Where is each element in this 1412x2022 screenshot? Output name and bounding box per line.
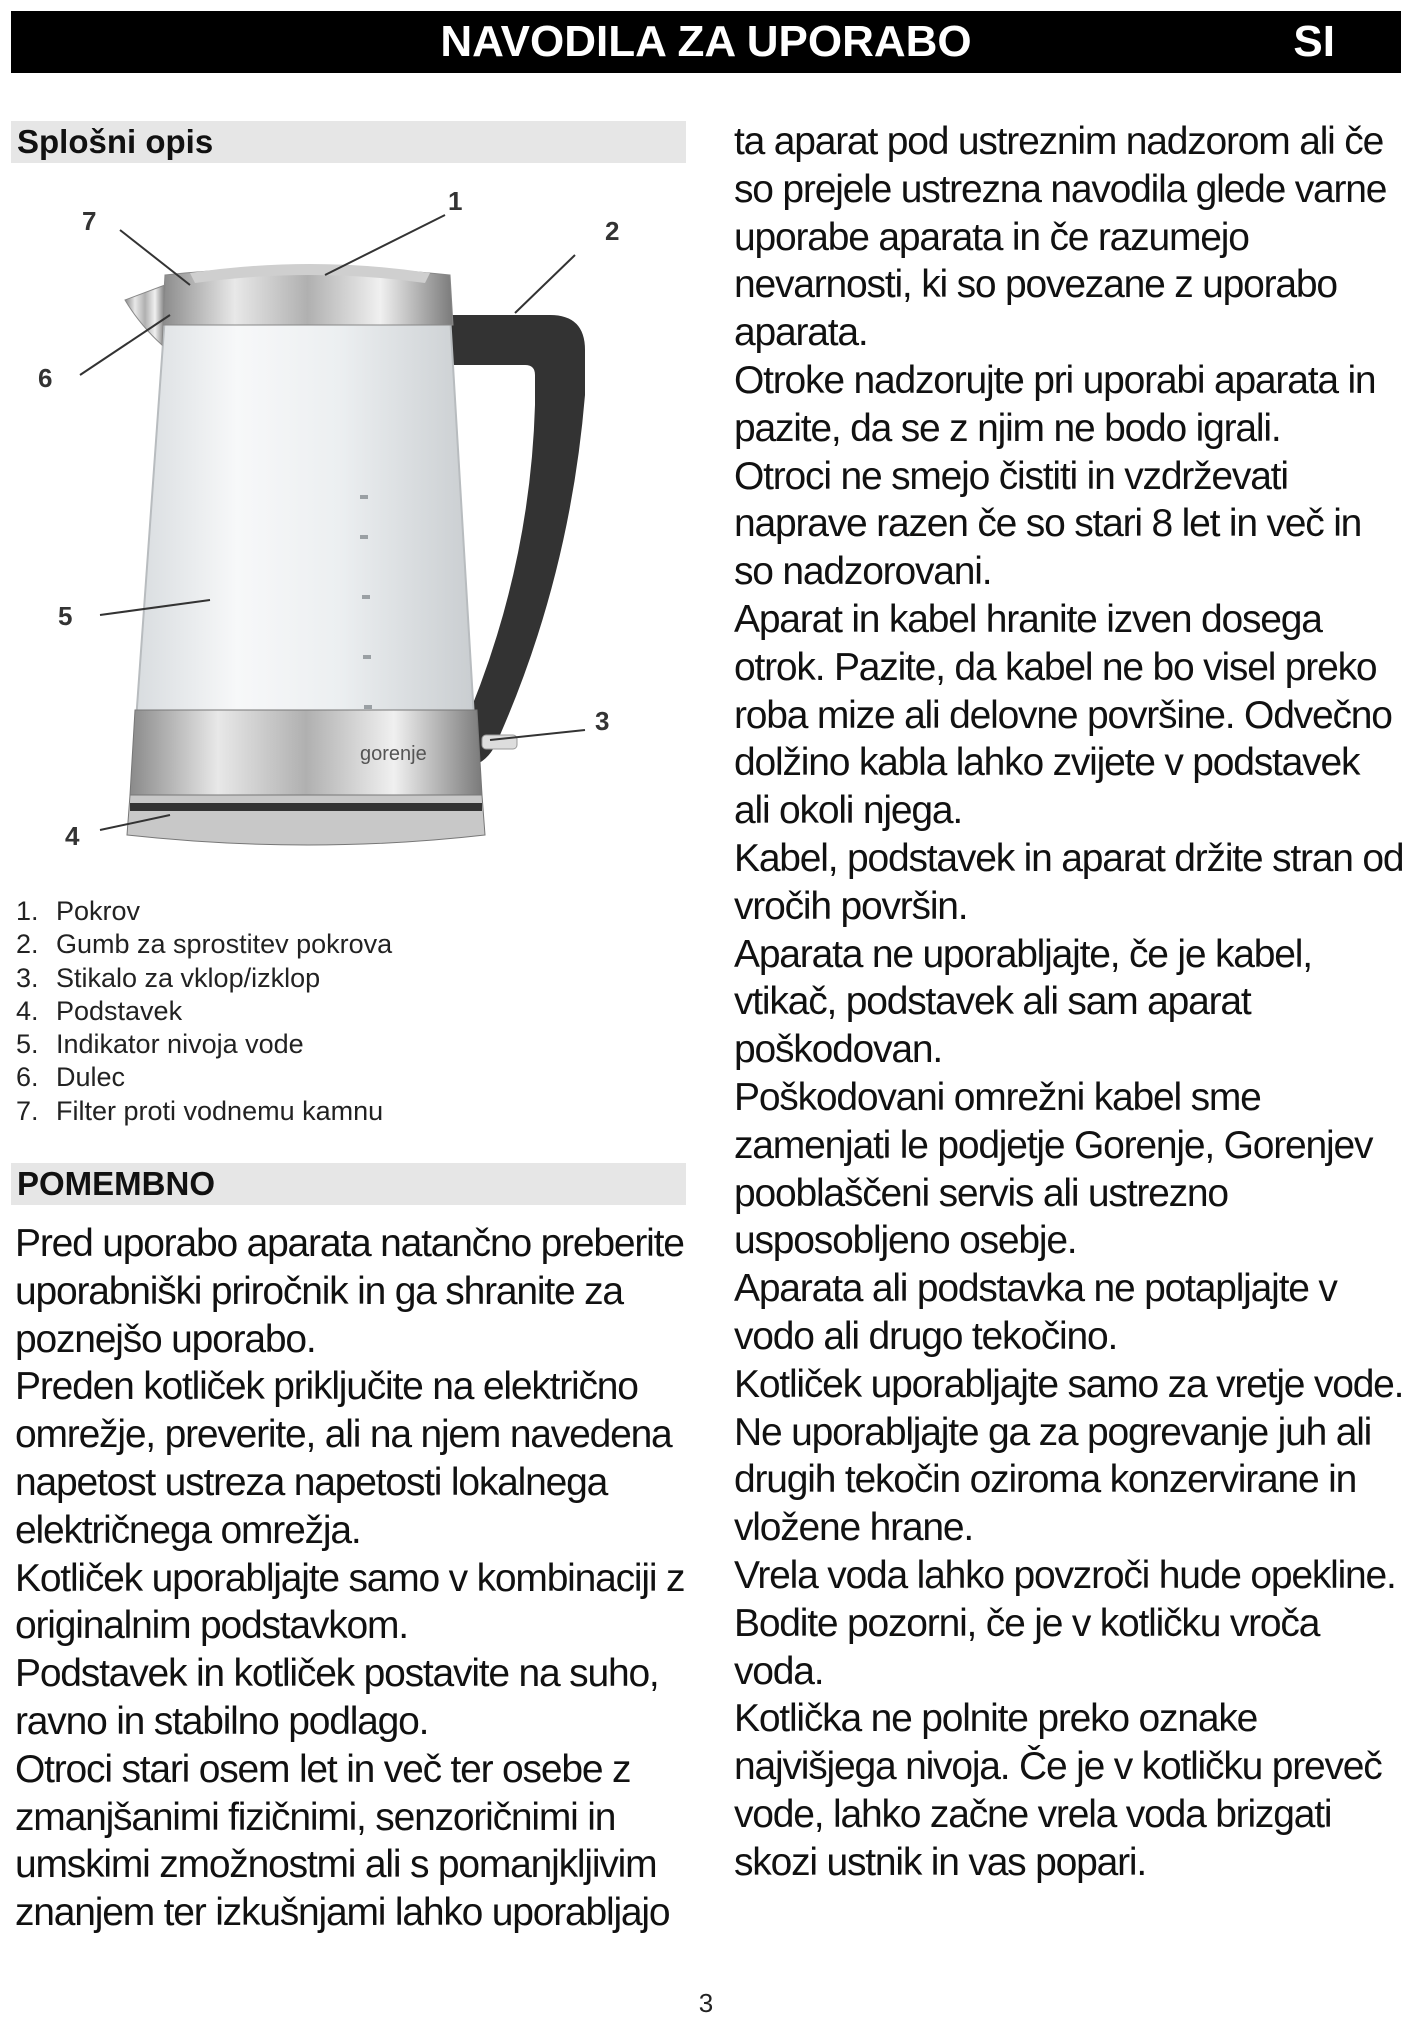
paragraph: Kabel, podstavek in aparat držite stran od vročih površin. [734,836,1404,928]
callout-5: 5 [58,601,73,631]
callout-2: 2 [605,216,620,246]
callout-7: 7 [82,206,97,236]
paragraph: Preden kotliček priključite na električno omrežje, preverite, ali na njem navedena napetost ustreza napetosti lokalnega električnega omrežja. [15,1365,672,1552]
page-header [11,11,1401,73]
paragraph: Otroci ne smejo čistiti in vzdrževati naprave razen če so stari 8 let in več in so nadzorovani. [734,454,1362,594]
list-item [16,895,392,928]
list-item [16,962,392,995]
paragraph: Otroke nadzorujte pri uporabi aparata in pazite, da se z njim ne bodo igrali. [734,358,1376,450]
part-number: 3. [16,962,39,993]
part-label: Filter proti vodnemu kamnu [56,1095,384,1126]
part-label: Stikalo za vklop/izklop [56,962,321,993]
base-band [130,710,482,795]
list-item [16,928,392,961]
paragraph: Podstavek in kotliček postavite na suho, ravno in stabilno podlago. [15,1652,659,1743]
paragraph: Kotlička ne polnite preko oznake najvišjega nivoja. Če je v kotličku preveč vode, lahko začne vrela voda brizgati skozi ustnik in vas popari. [734,1697,1382,1884]
part-number: 7. [16,1095,39,1126]
important-text-right [734,118,1404,1886]
paragraph: Kotliček uporabljajte samo v kombinaciji z originalnim podstavkom. [15,1556,685,1648]
part-number: 1. [16,896,39,926]
part-label: Gumb za sprostitev pokrova [56,929,393,960]
paragraph: Poškodovani omrežni kabel sme zamenjati le podjetje Gorenje, Gorenjev pooblaščeni servis ali ustrezno usposobljeno osebje. [734,1075,1373,1263]
general-description-heading: Splošni opis [11,121,686,163]
part-number: 2. [16,929,39,960]
header-title: NAVODILA ZA UPORABO [440,17,972,66]
important-text-left [15,1220,695,1937]
part-label: Podstavek [56,995,183,1026]
paragraph: Pred uporabo aparata natančno preberite uporabniški priročnik in ga shranite za poznejšo uporabo. [15,1222,684,1361]
important-heading: POMEMBNO [11,1163,686,1205]
part-number: 4. [16,995,39,1026]
paragraph: Otroci stari osem let in več ter osebe z zmanjšanimi fizičnimi, senzoričnimi in umskimi zmožnostmi ali s pomanjkljivim znanjem ter izkušnjami lahko uporabljajo [15,1747,670,1935]
list-item [16,1095,392,1128]
page-number: 3 [698,1988,714,2018]
spout [125,285,165,345]
part-number: 5. [16,1029,39,1060]
part-label: Indikator nivoja vode [56,1029,304,1060]
list-item [16,1061,392,1094]
glass-body [135,315,475,735]
paragraph: Vrela voda lahko povzroči hude opekline. [734,1553,1396,1597]
part-number: 6. [16,1062,39,1093]
brand-logo: gorenje [360,743,427,765]
callout-3: 3 [595,706,610,736]
paragraph: Kotliček uporabljajte samo za vretje vode. Ne uporabljajte ga za pogrevanje juh ali drugih tekočin oziroma konzervirane in vložene hrane. [734,1362,1404,1550]
power-base [127,795,485,845]
callout-6: 6 [38,363,53,393]
paragraph: ta aparat pod ustreznim nadzorom ali če so prejele ustrezna navodila glede varne uporabe aparata in če razumejo nevarnosti, ki so povezane z uporabo aparata. [734,120,1387,355]
callout-1: 1 [448,186,463,216]
paragraph: Bodite pozorni, če je v kotličku vroča voda. [734,1601,1320,1693]
list-item [16,995,392,1028]
paragraph: Aparat in kabel hranite izven dosega otrok. Pazite, da kabel ne bo visel preko roba mize ali delovne površine. Odvečno dolžino kabla lahko zvijete v podstavek ali okoli njega. [734,597,1392,833]
paragraph: Aparata ali podstavka ne potapljajte v vodo ali drugo tekočino. [734,1267,1337,1358]
part-label: Dulec [56,1062,126,1093]
kettle-diagram [30,175,670,875]
part-label: Pokrov [56,896,141,926]
list-item [16,1028,392,1061]
callout-4: 4 [65,821,80,851]
paragraph: Aparata ne uporabljajte, če je kabel, vtikač, podstavek ali sam aparat poškodovan. [734,932,1312,1072]
parts-list [16,895,392,1128]
language-code: SI [1293,17,1335,66]
